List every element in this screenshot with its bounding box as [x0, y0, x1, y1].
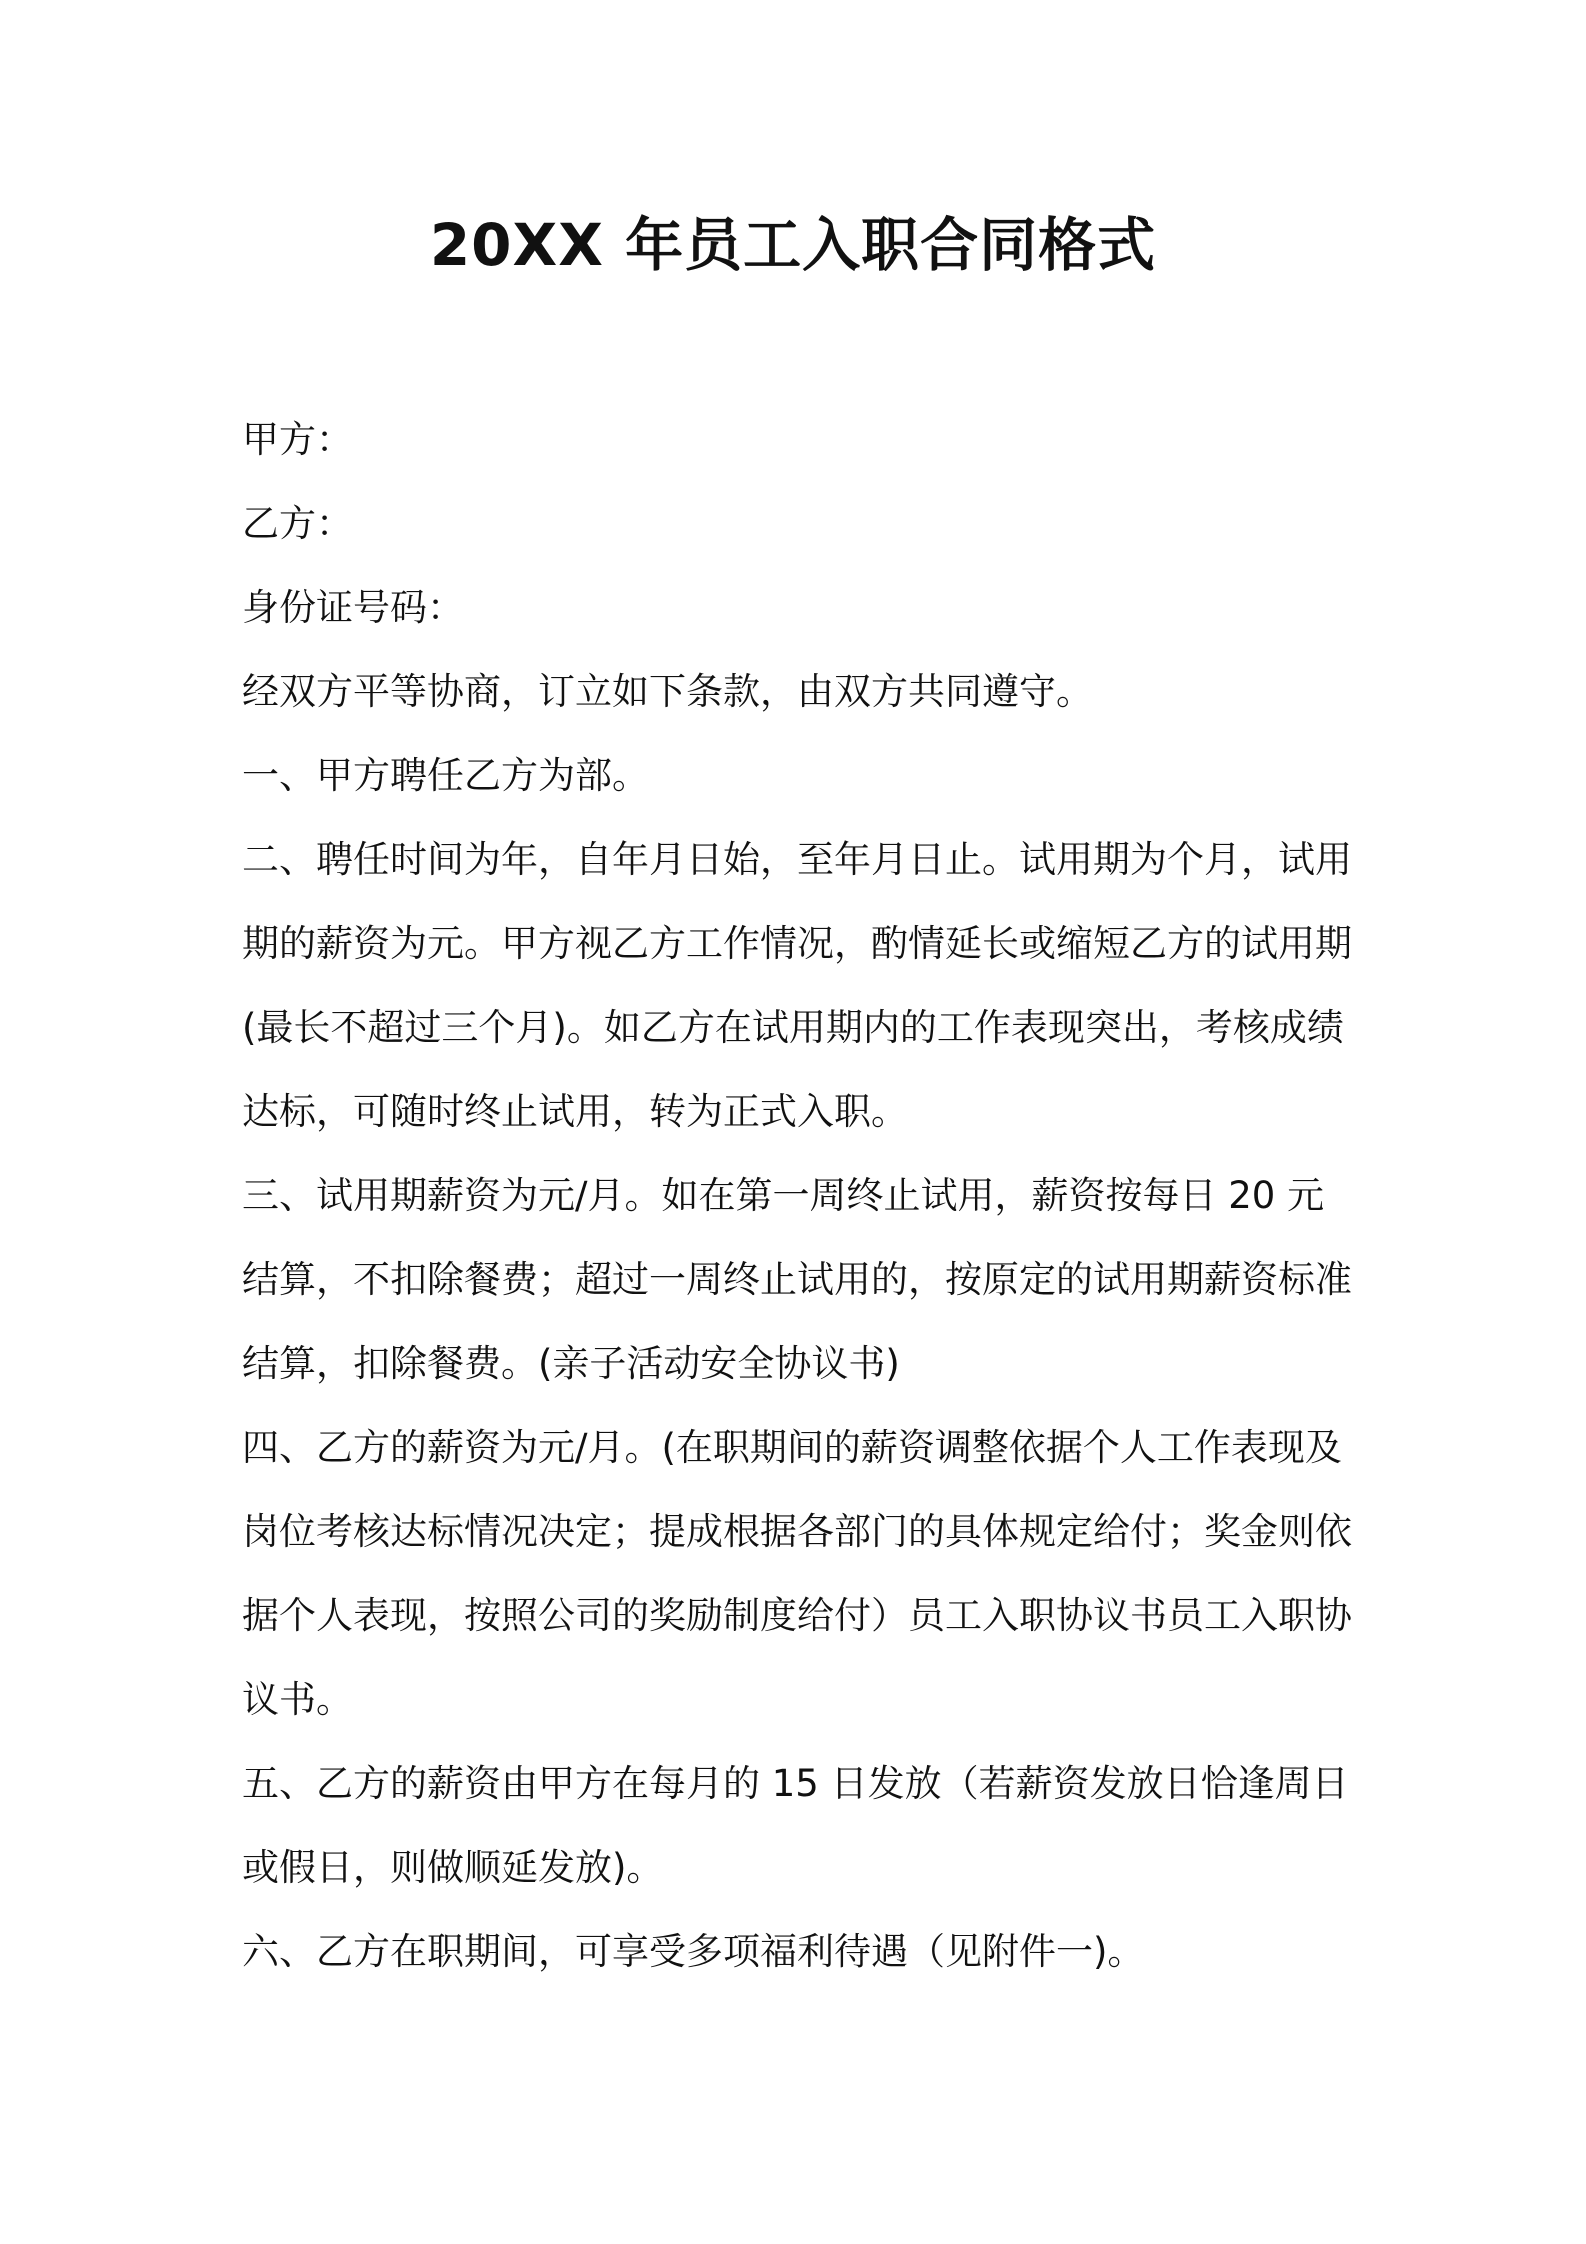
- id-number-line: 身份证号码：: [242, 586, 464, 629]
- clause-2: 二、聘任时间为年，自年月日始，至年月日止。试用期为个月，试用期的薪资为元。甲方视乙方工作情况，酌情延长或缩短乙方的试用期(最长不超过三个月)。如乙方在试用期内的工作表现突出，考核成绩达标，可随时终止试用，转为正式入职。: [242, 838, 1352, 1133]
- document-body: [242, 398, 1358, 1994]
- clause-6: 六、乙方在职期间，可享受多项福利待遇（见附件一)。: [242, 1930, 1145, 1973]
- party-b-line: 乙方：: [242, 502, 353, 545]
- clause-3: 三、试用期薪资为元/月。如在第一周终止试用，薪资按每日 20 元结算，不扣除餐费；超过一周终止试用的，按原定的试用期薪资标准结算，扣除餐费。(亲子活动安全协议书): [242, 1174, 1352, 1385]
- preamble-paragraph: 经双方平等协商，订立如下条款，由双方共同遵守。: [242, 670, 1093, 713]
- party-a-line: 甲方：: [242, 418, 353, 461]
- clause-5: 五、乙方的薪资由甲方在每月的 15 日发放（若薪资发放日恰逢周日或假日，则做顺延发放)。: [242, 1762, 1349, 1889]
- document-title: 20XX 年员工入职合同格式: [429, 211, 1157, 279]
- clause-1: 一、甲方聘任乙方为部。: [242, 754, 649, 797]
- clause-4: 四、乙方的薪资为元/月。(在职期间的薪资调整依据个人工作表现及岗位考核达标情况决定；提成根据各部门的具体规定给付；奖金则依据个人表现，按照公司的奖励制度给付）员工入职协议书员工入职协议书。: [242, 1426, 1352, 1721]
